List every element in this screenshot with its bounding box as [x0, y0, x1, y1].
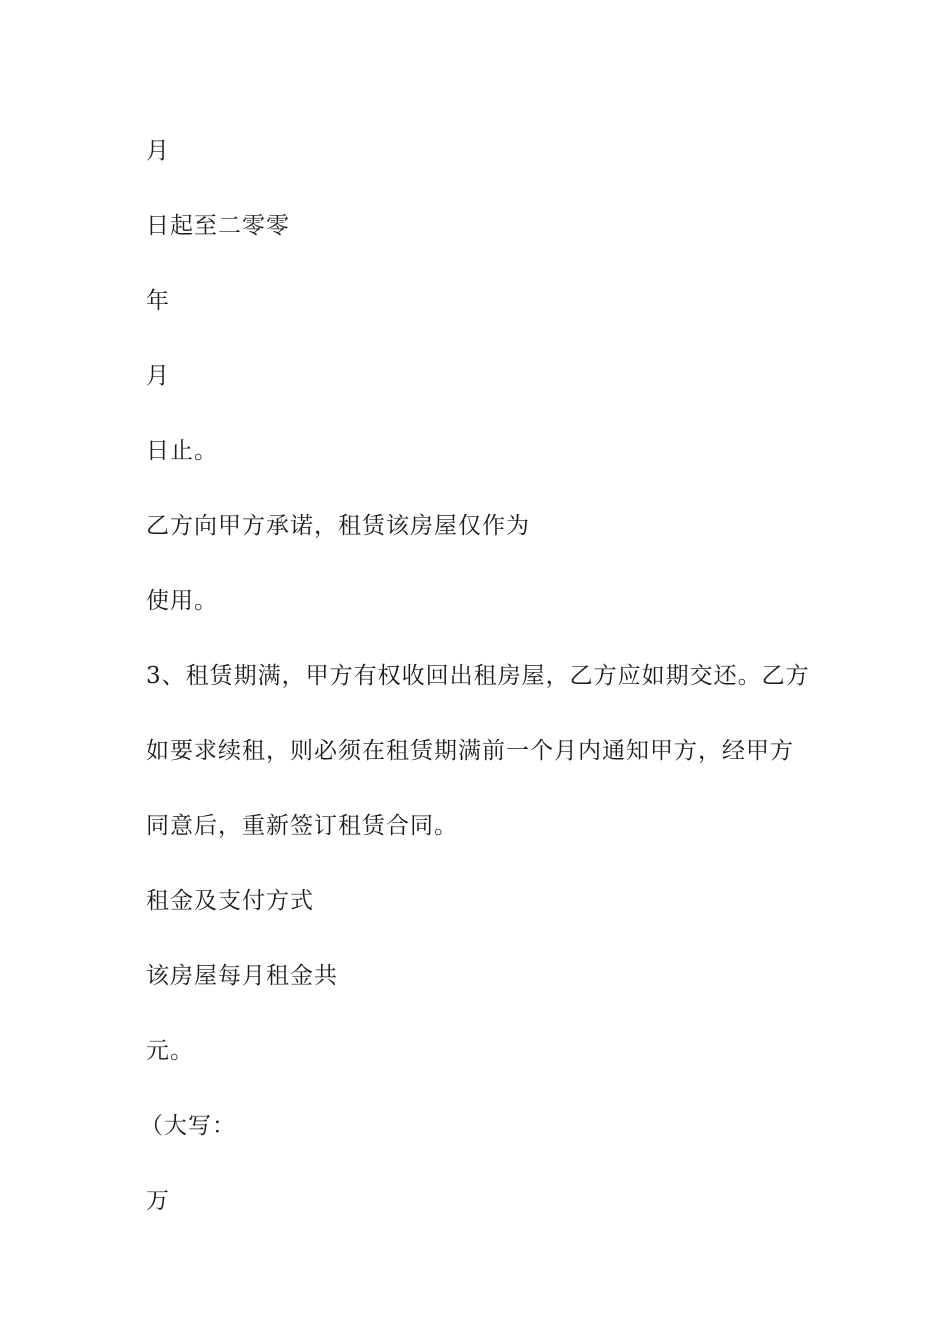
- text-line-day-end: 日止。: [146, 438, 218, 464]
- text-line-year: 年: [146, 288, 170, 314]
- text-line-clause-3: 3、租赁期满，甲方有权收回出租房屋，乙方应如期交还。乙方: [146, 663, 810, 689]
- text-line-wan: 万: [146, 1188, 170, 1214]
- text-line-promise: 乙方向甲方承诺，租赁该房屋仅作为: [146, 513, 530, 539]
- text-line-usage: 使用。: [146, 588, 218, 614]
- section-heading-rent: 租金及支付方式: [146, 888, 314, 914]
- text-line-yuan: 元。: [146, 1038, 194, 1064]
- text-line-monthly-rent: 该房屋每月租金共: [146, 963, 338, 989]
- text-line-uppercase-amount: （大写：: [140, 1113, 236, 1139]
- text-line-renewal: 如要求续租，则必须在租赁期满前一个月内通知甲方，经甲方: [146, 738, 794, 764]
- text-line-month-2: 月: [146, 363, 170, 389]
- text-line-resign: 同意后，重新签订租赁合同。: [146, 813, 458, 839]
- text-line-month-1: 月: [146, 138, 170, 164]
- text-line-day-start: 日起至二零零: [146, 213, 290, 239]
